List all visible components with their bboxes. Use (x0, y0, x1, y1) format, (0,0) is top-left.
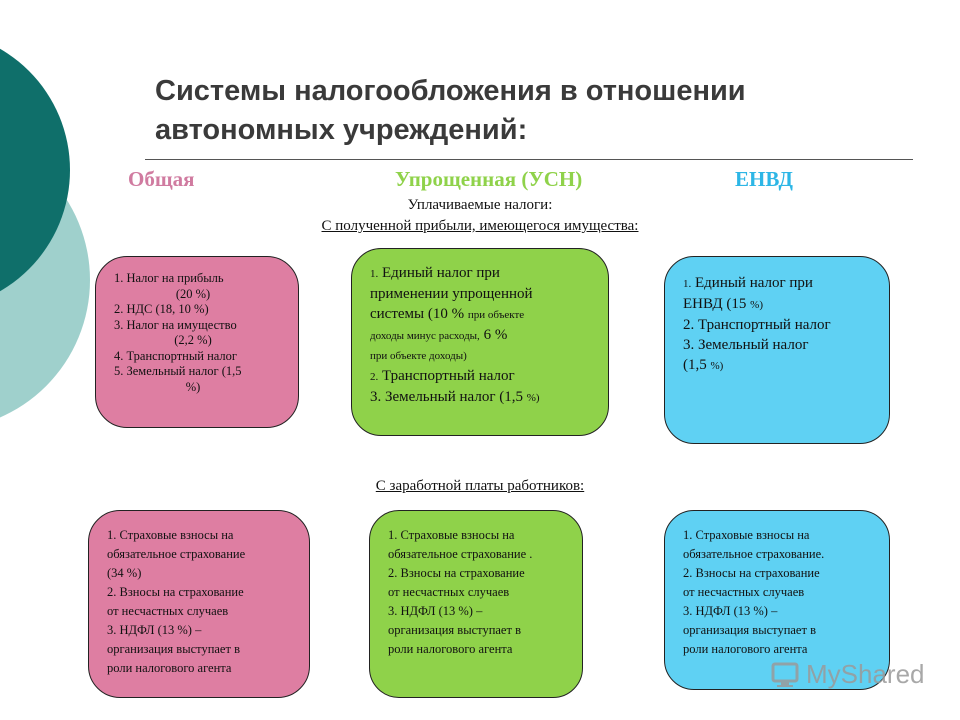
tax-item: 2. Взносы на страхование (107, 585, 244, 599)
tax-item: от несчастных случаев (107, 604, 229, 618)
tax-note: доходы минус расходы, (370, 330, 480, 342)
tax-rate: 6 % (483, 327, 508, 343)
slide-title: Системы налогообложения в отношении автономных учреждений: (155, 75, 746, 146)
paid-taxes-label: Уплачиваемые налоги: (407, 197, 553, 213)
tax-item: 2. Взносы на страхование (388, 566, 525, 580)
title-divider (145, 159, 913, 160)
myshared-watermark (770, 656, 925, 692)
envd-profit-taxes-box (664, 256, 890, 444)
tax-item: (34 %) (107, 566, 142, 580)
tax-item: 3. Земельный налог (1,5 (370, 389, 523, 405)
tax-item: Транспортный налог (382, 368, 515, 384)
tax-item-number: 1. (683, 278, 692, 290)
tax-item: 2. Взносы на страхование (683, 566, 820, 580)
usn-salary-taxes-box (369, 510, 583, 698)
column-header-general: Общая (128, 167, 195, 191)
tax-item: 4. Транспортный налог (114, 348, 238, 363)
tax-item: обязательное страхование . (388, 547, 533, 561)
myshared-icon (770, 659, 800, 689)
watermark-text: MyShared (806, 658, 925, 689)
tax-item: обязательное страхование (107, 547, 246, 561)
tax-item: (2,2 %) (174, 333, 212, 347)
column-header-envd: ЕНВД (735, 167, 793, 191)
tax-note: при объекте доходы) (370, 350, 467, 362)
tax-item: 3. НДФЛ (13 %) – (107, 623, 202, 637)
tax-item: 1. Страховые взносы на (107, 528, 234, 542)
tax-item: системы ( (370, 306, 433, 322)
tax-item: %) (185, 379, 201, 394)
tax-item: 5. Земельный налог (1,5 (114, 364, 242, 378)
tax-item: роли налогового агента (388, 642, 513, 656)
tax-item: роли налогового агента (683, 642, 808, 656)
column-header-usn: Упрощенная (УСН) (395, 167, 583, 191)
tax-item-number: 2. (370, 371, 379, 383)
usn-profit-taxes-box (351, 248, 609, 436)
tax-note: %) (526, 392, 540, 404)
tax-item: 1. Страховые взносы на (388, 528, 515, 542)
tax-item: 2. НДС (18, 10 %) (114, 302, 209, 316)
salary-section-label: С заработной платы работников: (375, 478, 585, 494)
tax-item: Единый налог при (382, 265, 500, 281)
tax-item: роли налогового агента (107, 661, 232, 675)
tax-note: при объекте (467, 309, 525, 321)
tax-item: от несчастных случаев (388, 585, 510, 599)
general-profit-taxes-box (95, 256, 299, 428)
tax-item: 1. Страховые взносы на (683, 528, 810, 542)
tax-item: организация выступает в (683, 623, 816, 637)
tax-item: от несчастных случаев (683, 585, 805, 599)
tax-note: %) (750, 299, 763, 311)
general-salary-taxes-box (88, 510, 310, 698)
tax-note: %) (710, 360, 724, 372)
tax-item: Единый налог при (695, 275, 813, 291)
tax-item: организация выступает в (107, 642, 240, 656)
tax-rate: 10 % (432, 306, 465, 322)
tax-item: применении упрощенной (370, 286, 533, 302)
tax-item: 3. Налог на имущество (114, 317, 237, 332)
tax-item: 3. Земельный налог (683, 337, 809, 353)
tax-item: 3. НДФЛ (13 %) – (683, 604, 778, 618)
tax-item: 2. Транспортный налог (683, 317, 831, 333)
tax-item: (1,5 (683, 357, 707, 373)
tax-item: (20 %) (175, 286, 211, 301)
tax-item: 3. НДФЛ (13 %) – (388, 604, 483, 618)
tax-item: обязательное страхование. (683, 547, 825, 561)
tax-item: ЕНВД (15 (683, 296, 747, 312)
tax-item: 1. Налог на прибыль (114, 271, 224, 285)
tax-item-number: 1. (370, 268, 379, 280)
profit-section-label: С полученной прибыли, имеющегося имущества: (321, 218, 639, 234)
tax-item: организация выступает в (388, 623, 521, 637)
